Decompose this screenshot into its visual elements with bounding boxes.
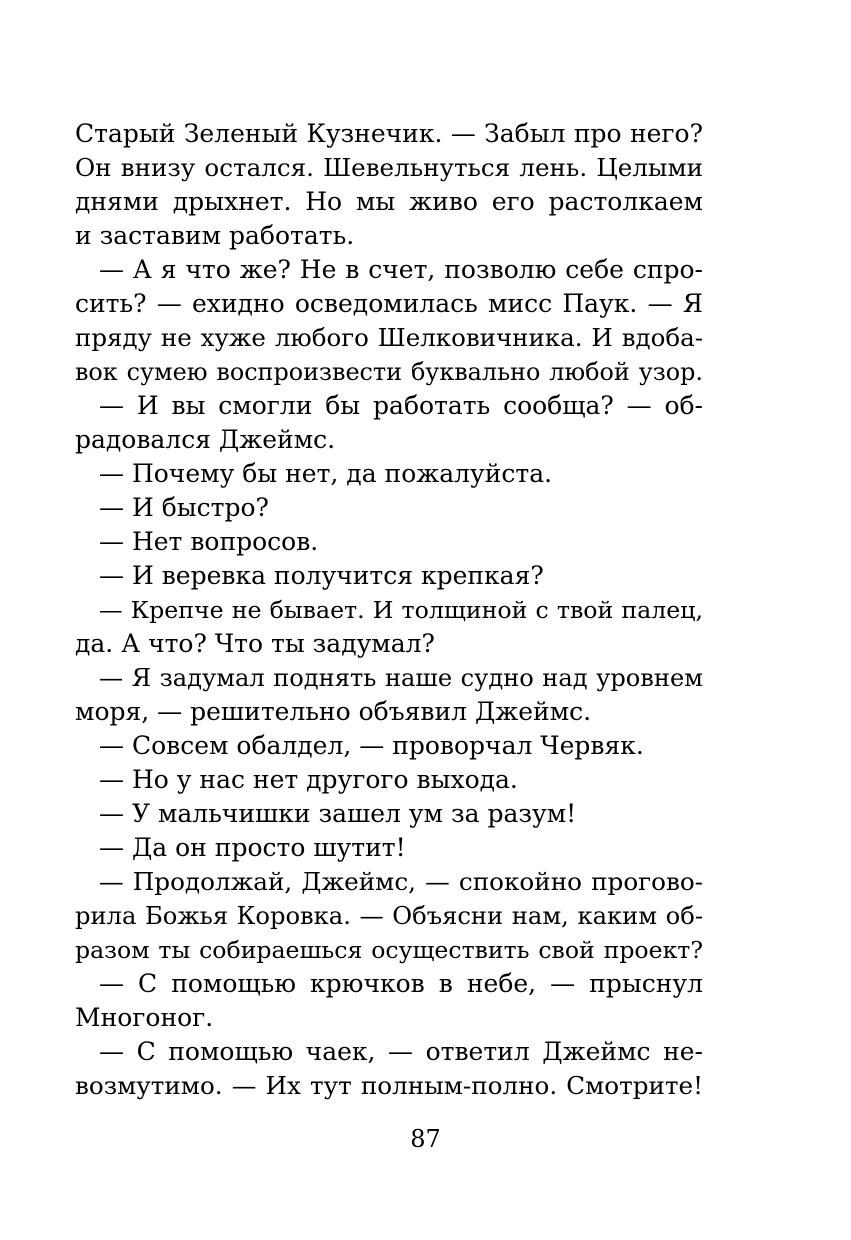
text-line: разом ты собираешься осуществить свой проект? (75, 936, 703, 964)
text-line: сить? — ехидно осведомилась мисс Паук. — Я (75, 289, 703, 318)
text-line: вок сумею воспроизвести буквально любой узор. (75, 358, 703, 386)
text-line: — Нет вопросов. (99, 527, 319, 556)
page-number: 87 (410, 1125, 441, 1153)
text-line: рила Божья Коровка. — Объясни нам, каким об- (75, 902, 703, 930)
text-line: — У мальчишки зашел ум за разум! (99, 799, 577, 828)
text-line: да. А что? Что ты задумал? (75, 629, 435, 658)
text-line: — Крепче не бывает. И толщиной с твой палец, (99, 596, 703, 624)
text-line: — Но у нас нет другого выхода. (99, 765, 518, 794)
text-line: радовался Джеймс. (75, 425, 336, 454)
text-line: — А я что же? Не в счет, позволю себе спро- (99, 255, 703, 284)
text-line: и заставим работать. (75, 221, 355, 250)
text-line: Старый Зеленый Кузнечик. — Забыл про него? (75, 119, 703, 148)
text-line: — И вы смогли бы работать сообща? — об- (99, 391, 703, 420)
text-line: — И веревка получится крепкая? (99, 561, 544, 590)
text-line: — Почему бы нет, да пожалуйста. (99, 459, 553, 488)
text-line: — Совсем обалдел, — проворчал Червяк. (99, 731, 644, 760)
text-line: — С помощью чаек, — ответил Джеймс не- (99, 1037, 703, 1066)
text-line: — И быстро? (99, 493, 269, 522)
text-line: моря, — решительно объявил Джеймс. (75, 697, 592, 726)
body-text (75, 117, 703, 1103)
text-line: днями дрыхнет. Но мы живо его растолкаем (75, 187, 703, 216)
text-line: — Продолжай, Джеймс, — спокойно прогово- (99, 867, 703, 896)
text-line: Он внизу остался. Шевельнуться лень. Целыми (75, 153, 703, 182)
text-line: пряду не хуже любого Шелковичника. И вдоба- (75, 323, 703, 352)
text-line: — Да он просто шутит! (99, 833, 406, 862)
text-line: — Я задумал поднять наше судно над уровнем (99, 664, 703, 692)
text-line: Многоног. (75, 1003, 214, 1032)
text-line: возмутимо. — Их тут полным-полно. Смотрите! (75, 1071, 703, 1100)
text-line: — С помощью крючков в небе, — прыснул (99, 969, 703, 998)
